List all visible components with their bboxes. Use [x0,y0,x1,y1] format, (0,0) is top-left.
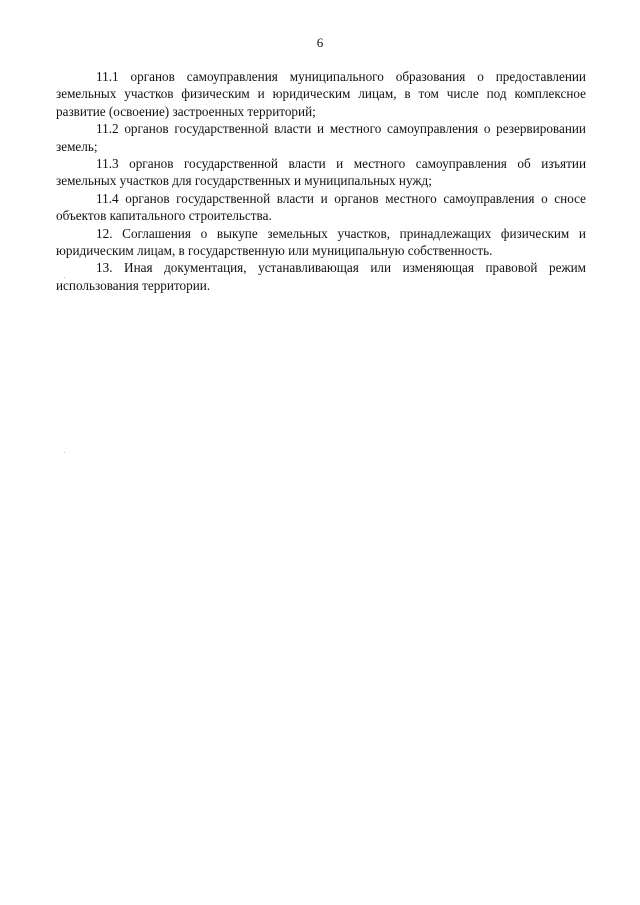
paragraph-11-3: 11.3 органов государственной власти и местного самоуправления об изъятии земельных участков для государственных и муниципальных нужд; [56,156,586,189]
page-number: 6 [316,35,324,50]
document-body [56,68,586,294]
paragraph-12: 12. Соглашения о выкупе земельных участков, принадлежащих физическим и юридическим лицам, в государственную или муниципальную собственность. [56,225,586,259]
scan-speck [64,277,65,278]
paragraph-13: 13. Иная документация, устанавливающая или изменяющая правовой режим использования территории. [56,260,586,293]
paragraph-11-4: 11.4 органов государственной власти и органов местного самоуправления о сносе объектов капитального строительства. [56,190,586,224]
paragraph-11-1: 11.1 органов самоуправления муниципального образования о предоставлении земельных участков физическим и юридическим лицам, в том числе под комплексное развитие (освоение) застроенных территорий; [56,69,586,119]
paragraph-11-2: 11.2 органов государственной власти и местного самоуправления о резервировании земель; [56,121,586,154]
scan-speck [64,452,65,453]
